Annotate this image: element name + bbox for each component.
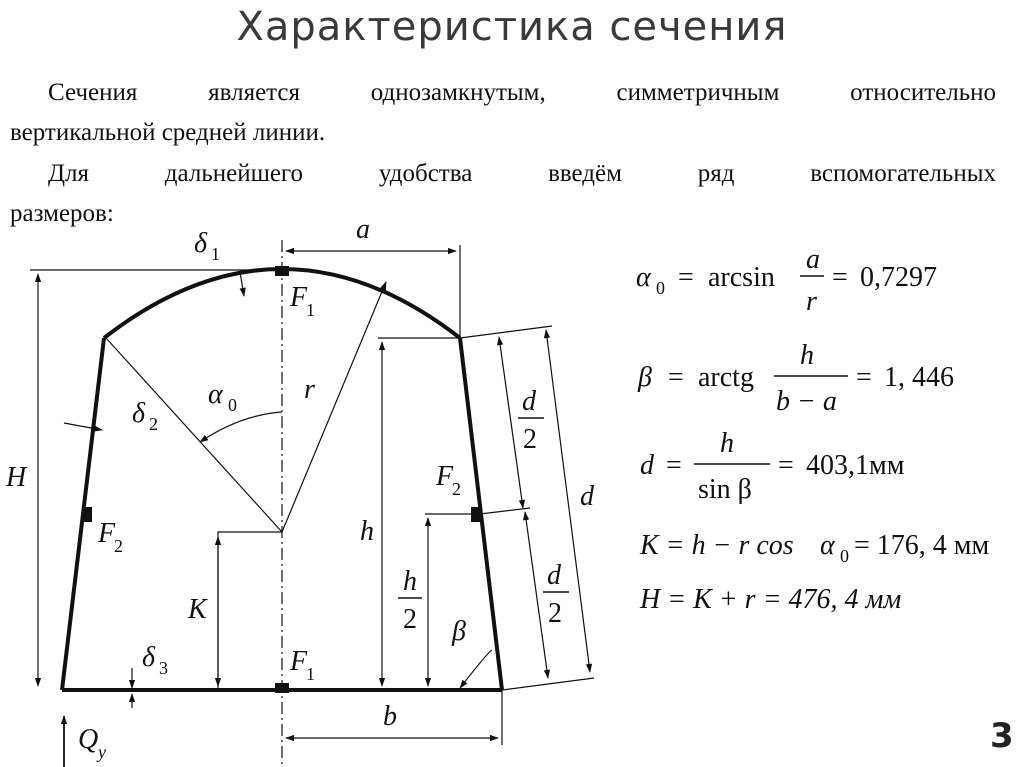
formula-H xyxy=(639,584,901,615)
label-F1-bottom: F xyxy=(290,646,308,677)
label-H: H xyxy=(6,462,27,493)
label-d-half-bottom-num: d xyxy=(547,560,561,591)
label-F1-bottom-sub: 1 xyxy=(306,664,315,684)
h-dimension xyxy=(378,338,460,686)
label-alpha0-sub: 0 xyxy=(228,395,237,415)
a-dimension xyxy=(286,245,460,336)
svg-text:r: r xyxy=(806,286,817,317)
label-delta3: δ xyxy=(142,642,156,673)
k-extension-line xyxy=(218,532,282,690)
svg-text:α: α xyxy=(636,262,651,293)
label-h-half-num: h xyxy=(403,566,417,597)
label-delta2: δ xyxy=(132,398,146,429)
label-d: d xyxy=(580,481,594,512)
svg-text:=: = xyxy=(678,262,694,293)
fraction-bars xyxy=(398,418,569,598)
svg-text:=: = xyxy=(832,262,848,293)
beta-arc xyxy=(460,650,492,688)
svg-text:arcsin: arcsin xyxy=(708,262,775,293)
label-F2-left-sub: 2 xyxy=(114,536,123,556)
paragraph-1-line-1: Сечения является однозамкнутым, симметричным относительно xyxy=(48,79,996,106)
label-F2-right-sub: 2 xyxy=(452,479,461,499)
label-a: a xyxy=(356,214,370,245)
label-h-half-den: 2 xyxy=(403,604,417,635)
page-number: 3 xyxy=(990,716,1014,756)
svg-text:H = K + r = 476, 4 мм: H = K + r = 476, 4 мм xyxy=(640,584,902,615)
svg-text:α: α xyxy=(820,530,835,561)
svg-text:1, 446: 1, 446 xyxy=(884,362,954,393)
svg-text:b − a: b − a xyxy=(776,386,837,417)
svg-text:h: h xyxy=(800,340,814,371)
h-half-dimension xyxy=(425,514,478,686)
label-delta2-sub: 2 xyxy=(149,414,158,434)
label-h: h xyxy=(360,516,374,547)
svg-text:arctg: arctg xyxy=(698,362,754,393)
svg-text:K = h − r cos: K = h − r cos xyxy=(640,530,794,561)
formulas xyxy=(636,244,990,615)
formula-d xyxy=(640,428,905,505)
svg-text:0,7297: 0,7297 xyxy=(860,262,937,293)
label-Qy: Q xyxy=(78,724,99,755)
svg-text:β: β xyxy=(638,362,652,393)
stringer-f2-left xyxy=(82,507,92,522)
paragraph-1-line-2: вертикальной средней линии. xyxy=(10,119,326,146)
svg-text:0: 0 xyxy=(656,278,665,298)
h-total-dimension xyxy=(30,270,282,686)
label-K: K xyxy=(188,594,207,625)
label-delta3-sub: 3 xyxy=(159,658,168,678)
stringer-f1-top xyxy=(275,266,289,276)
svg-text:403,1мм: 403,1мм xyxy=(806,450,905,481)
label-delta1-sub: 1 xyxy=(211,244,220,264)
radius-lines xyxy=(106,282,386,532)
paragraph-2-line-1: Для дальнейшего удобства введём ряд вспомогательных xyxy=(48,160,996,187)
label-r: r xyxy=(304,374,315,405)
label-F2-left: F xyxy=(98,518,116,549)
label-F1-top-sub: 1 xyxy=(306,300,315,320)
formula-beta xyxy=(637,340,954,417)
stringer-f2-right xyxy=(471,507,481,522)
label-delta1: δ xyxy=(194,228,208,259)
formula-K xyxy=(639,530,990,566)
svg-text:=: = xyxy=(668,362,684,393)
formula-alpha0 xyxy=(636,244,937,317)
svg-text:=: = xyxy=(856,362,872,393)
label-beta: β xyxy=(452,616,466,647)
alpha0-arc xyxy=(200,412,282,442)
svg-text:=: = xyxy=(666,450,682,481)
label-d-half-top-num: d xyxy=(522,386,536,417)
label-F2-right: F xyxy=(436,461,454,492)
stringer-f1-bottom xyxy=(275,683,289,693)
svg-text:=: = xyxy=(778,450,794,481)
label-F1-top: F xyxy=(290,282,308,313)
label-b: b xyxy=(383,701,397,732)
label-Qy-sub: y xyxy=(98,742,106,762)
label-d-half-bottom-den: 2 xyxy=(548,598,562,629)
paragraph-2-line-2: размеров: xyxy=(10,200,114,227)
svg-text:sin β: sin β xyxy=(698,474,752,505)
svg-text:= 176, 4 мм: = 176, 4 мм xyxy=(854,530,990,561)
label-alpha0: α xyxy=(208,379,223,410)
svg-text:d: d xyxy=(640,450,654,481)
slide-title: Характеристика сечения xyxy=(236,4,788,50)
svg-text:a: a xyxy=(806,244,820,275)
svg-text:h: h xyxy=(720,428,734,459)
svg-text:0: 0 xyxy=(840,546,849,566)
label-d-half-top-den: 2 xyxy=(523,424,537,455)
